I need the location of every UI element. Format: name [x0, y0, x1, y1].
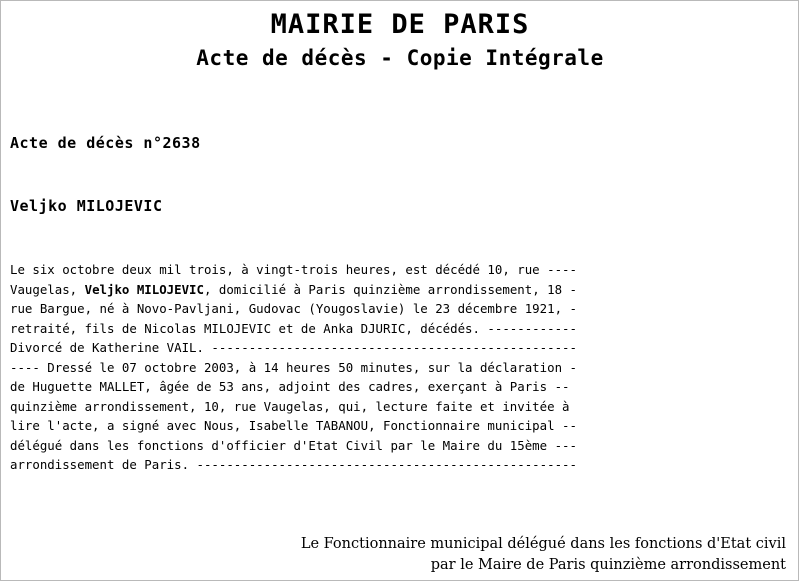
body-line-5: Divorcé de Katherine VAIL. ------------------------------------------------- — [10, 340, 577, 355]
body-line-8: quinzième arrondissement, 10, rue Vaugelas, qui, lecture faite et invitée à — [10, 398, 570, 414]
body-line-3: rue Bargue, né à Novo-Pavljani, Gudovac (Yougoslavie) le 23 décembre 1921, - — [10, 301, 577, 316]
body-line-4: retraité, fils de Nicolas MILOJEVIC et de Anka DJURIC, décédés. ------------ — [10, 320, 577, 336]
page-subtitle: Acte de décès - Copie Intégrale — [196, 46, 604, 70]
body-line-2-suffix: , domicilié à Paris quinzième arrondissement, 18 - — [203, 281, 577, 297]
body-line-11: arrondissement de Paris. --------------------------------------------------- — [10, 457, 577, 472]
body-line-1 — [10, 260, 790, 280]
body-line-6: ---- Dressé le 07 octobre 2003, à 14 heures 50 minutes, sur la déclaration - — [10, 359, 577, 375]
body-line-9: lire l'acte, a signé avec Nous, Isabelle TABANOU, Fonctionnaire municipal -- — [10, 418, 577, 433]
body-line-7: de Huguette MALLET, âgée de 53 ans, adjoint des cadres, exerçant à Paris -- — [10, 379, 570, 394]
body-line-2-prefix: Vaugelas, — [10, 281, 85, 297]
body-line-1-text: Le six octobre deux mil trois, à vingt-trois heures, est décédé 10, rue ---- — [10, 262, 577, 277]
page-title: MAIRIE DE PARIS — [270, 9, 530, 40]
document-header — [0, 8, 800, 72]
body-line-2 — [10, 280, 790, 300]
footer-line-2: par le Maire de Paris quinzième arrondissement — [430, 557, 786, 573]
document-footer — [301, 534, 786, 576]
act-number: Acte de décès n°2638 — [10, 134, 201, 152]
body-line-10: délégué dans les fonctions d'officier d'Etat Civil par le Maire du 15ème --- — [10, 437, 577, 453]
certificate-body — [10, 260, 790, 475]
body-line-2-name: Veljko MILOJEVIC — [84, 281, 204, 297]
person-name: Veljko MILOJEVIC — [10, 197, 163, 215]
footer-line-1: Le Fonctionnaire municipal délégué dans les fonctions d'Etat civil — [300, 536, 786, 552]
